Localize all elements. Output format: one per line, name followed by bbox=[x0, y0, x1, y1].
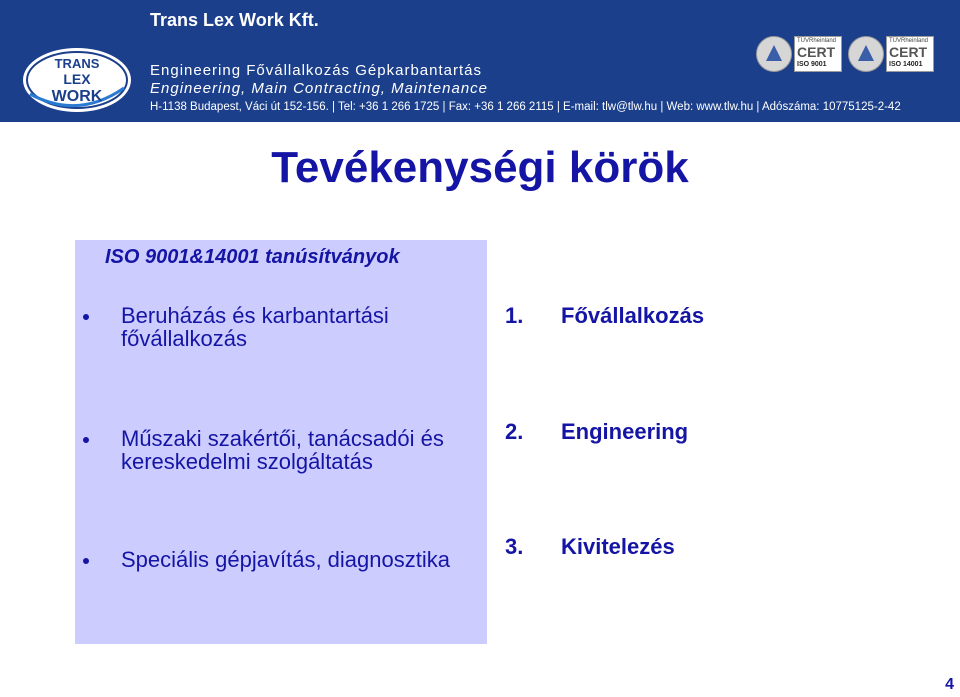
bullet-text: Műszaki szakértői, tanácsadói és kereskedelmi szolgáltatás bbox=[121, 426, 444, 474]
cert-iso-9001 bbox=[756, 36, 844, 72]
cert-brand: TÜVRheinland bbox=[797, 38, 837, 44]
cert-iso-14001 bbox=[848, 36, 936, 72]
logo-text-work: WORK bbox=[51, 88, 103, 105]
company-logo bbox=[18, 42, 136, 114]
item-number: 1. bbox=[505, 303, 524, 328]
item-label: Kivitelezés bbox=[561, 534, 675, 559]
page-title: Tevékenységi körök bbox=[271, 143, 689, 192]
contact-line: H-1138 Budapest, Váci út 152-156. | Tel: +36 1 266 1725 | Fax: +36 1 266 2115 | E-mail: tlw@tlw.hu | Web: www.tlw.hu | Adószáma: 10775125-2-42 bbox=[150, 101, 901, 113]
item-label: Fővállalkozás bbox=[561, 303, 705, 328]
cert-standard: ISO 14001 bbox=[889, 61, 923, 68]
numbered-item-engineering bbox=[505, 418, 925, 446]
page-number: 4 bbox=[945, 676, 954, 693]
item-number: 3. bbox=[505, 534, 524, 559]
numbered-item-execution bbox=[505, 533, 925, 561]
activities-panel bbox=[75, 240, 487, 644]
certification-seal-icon bbox=[848, 36, 884, 72]
header-band bbox=[0, 0, 960, 122]
logo-text-trans: TRANS bbox=[54, 56, 100, 71]
cert-word: CERT bbox=[797, 44, 836, 60]
bullet-dot-icon bbox=[83, 437, 89, 443]
cert-label bbox=[794, 36, 842, 72]
bullet-dot-icon bbox=[83, 314, 89, 320]
bullet-text: Speciális gépjavítás, diagnosztika bbox=[121, 547, 450, 572]
tagline-hu: Engineering Fővállalkozás Gépkarbantartás bbox=[150, 62, 482, 79]
certification-seal-icon bbox=[756, 36, 792, 72]
cert-label bbox=[886, 36, 934, 72]
logo-text-lex: LEX bbox=[63, 71, 91, 87]
bullet-dot-icon bbox=[83, 558, 89, 564]
numbered-item-main-contracting bbox=[505, 302, 925, 330]
item-number: 2. bbox=[505, 419, 524, 444]
cert-brand: TÜVRheinland bbox=[889, 38, 929, 44]
panel-heading: ISO 9001&14001 tanúsítványok bbox=[105, 246, 400, 268]
cert-word: CERT bbox=[889, 44, 928, 60]
tagline-en: Engineering, Main Contracting, Maintenance bbox=[150, 80, 489, 97]
bullet-text: Beruházás és karbantartási fővállalkozás bbox=[121, 303, 389, 351]
item-label: Engineering bbox=[561, 419, 689, 444]
company-name: Trans Lex Work Kft. bbox=[150, 10, 319, 30]
cert-standard: ISO 9001 bbox=[797, 61, 827, 68]
